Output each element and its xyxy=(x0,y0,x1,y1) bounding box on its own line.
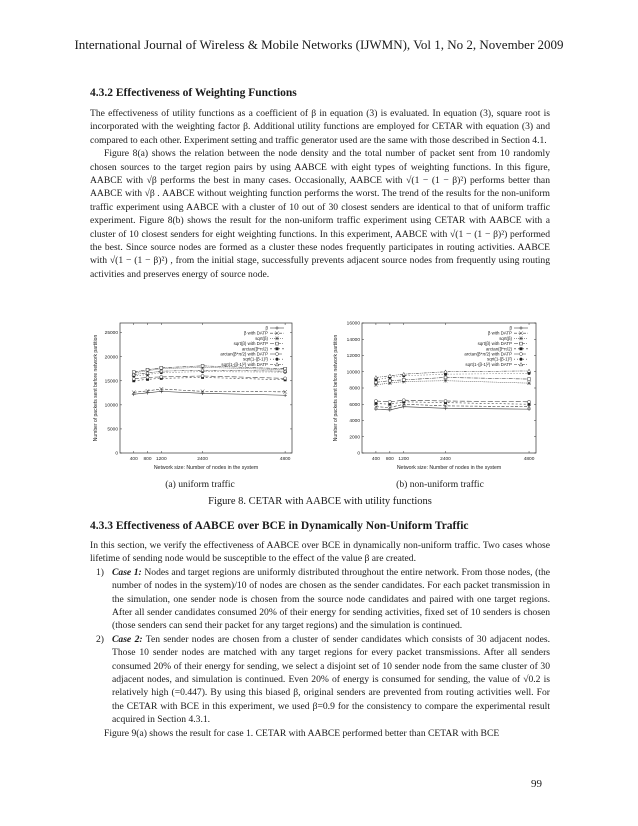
x-tick-label: 4800 xyxy=(279,457,291,462)
case-label: Case 2: xyxy=(112,633,143,645)
section-4-3-3 xyxy=(90,520,550,740)
legend-entry: arctan(β*π/2) with DATP xyxy=(220,351,268,357)
y-tick-label: 25000 xyxy=(104,331,118,337)
data-point xyxy=(284,377,287,380)
case-text: Ten sender nodes are chosen from a cluster of sender candidates which consists of 30 adjacent nodes. Those 10 sender nodes are matched with any target regions for every packet transmissions. After all senders consumed 20% of their energy for sending, we select a disjoint set of 10 sender node from the same cluster of 30 adjacent nodes, and simulation is continued. Even 20% of energy is consumed for sending, the value of √0.2 is relatively high (=0.447). By using this biased β, original senders are prevented from routing activities well. For the CETAR with BCE in this experiment, we used β=0.9 for the consistency to compare the experimental result acquired in Section 4.3.1. xyxy=(112,633,550,726)
data-point xyxy=(283,393,287,397)
data-point xyxy=(444,399,447,402)
data-point xyxy=(519,326,523,330)
figure-caption: Figure 8. CETAR with AABCE with utility functions xyxy=(208,496,432,507)
x-tick-label: 400 xyxy=(371,457,380,462)
series-line xyxy=(376,373,529,380)
x-tick-label: 4800 xyxy=(523,457,535,462)
data-point xyxy=(275,337,279,341)
y-tick-label: 8000 xyxy=(349,386,360,392)
series-line xyxy=(376,381,529,385)
data-point xyxy=(388,400,391,403)
data-point xyxy=(201,364,204,367)
data-point xyxy=(276,342,279,345)
data-point xyxy=(275,358,278,361)
page-number: 99 xyxy=(531,778,542,790)
data-point xyxy=(527,381,531,385)
data-point xyxy=(275,326,279,330)
data-point xyxy=(276,347,279,350)
x-tick-label: 2400 xyxy=(440,457,451,462)
series-line xyxy=(134,370,285,374)
data-point xyxy=(402,378,405,381)
list-item xyxy=(90,633,550,727)
data-point xyxy=(201,391,205,395)
y-tick-label: 14000 xyxy=(346,337,360,343)
legend-entry: arctan(β*π/2) with DATP xyxy=(464,351,512,357)
section-title: 4.3.3 Effectiveness of AABCE over BCE in Dynamically Non-Uniform Traffic xyxy=(90,520,469,532)
data-point xyxy=(146,368,149,371)
legend-entry: sqrt(β) with DATP xyxy=(477,341,512,347)
y-tick-label: 15000 xyxy=(104,379,118,385)
series-line xyxy=(376,402,529,404)
y-tick-label: 10000 xyxy=(104,403,118,409)
data-point xyxy=(132,377,135,380)
series-line xyxy=(376,371,529,378)
legend-entry: arctan(β*π/2) xyxy=(485,346,512,352)
y-tick-label: 2000 xyxy=(349,435,360,441)
x-tick-label: 1200 xyxy=(155,457,167,462)
series-line xyxy=(376,404,529,407)
data-point xyxy=(520,347,523,350)
legend-entry: arctan(β*π/2) xyxy=(241,346,268,352)
x-axis-label: Network size: Number of nodes in the system xyxy=(153,465,259,471)
y-tick-label: 20000 xyxy=(104,355,118,361)
y-tick-label: 0 xyxy=(115,451,118,457)
x-axis-label: Network size: Number of nodes in the system xyxy=(396,465,502,471)
paragraph: Figure 8(a) shows the relation between the node density and the total number of packet sent from 10 randomly chosen sources to the target region pairs by using AABCE with eight types of weighting functions. In this figure, AABCE with √β performs the best in many cases. Occasionally, AABCE with √(1 − (1 − β)²) performs better than AABCE with √β . AABCE without weighting function performs the worst. The trend of the results for the non-uniform traffic experiment using AABCE with a cluster of 10 out of 30 closest senders are identical to that of uniform traffic experiment. Figure 8(b) shows the result for the non-uniform traffic experiment using CETAR with AABCE with a cluster of 10 closest senders for eight weighting functions. In this experiment, AABCE with √(1 − (1 − β)²) performed the best. Since source nodes are formed as a cluster these nodes frequently participates in routing activities. AABCE with √(1 − (1 − β)²) , from the initial stage, successfully prevents adjacent source nodes from frequently using routing activities and preserves energy of source node. xyxy=(90,148,550,280)
legend-entry: sqrt(1-(β-1)²) with DATP xyxy=(221,361,268,367)
y-tick-label: 4000 xyxy=(349,419,360,425)
data-point xyxy=(444,376,447,379)
data-point xyxy=(201,374,204,377)
data-point xyxy=(519,358,522,361)
data-point xyxy=(160,375,163,378)
data-point xyxy=(374,399,377,402)
legend-entry: sqrt(1-(β-1)²) xyxy=(243,356,268,362)
series-line xyxy=(134,372,285,376)
legend-entry: β with DATP xyxy=(487,330,512,336)
y-tick-label: 10000 xyxy=(346,370,360,376)
data-point xyxy=(519,352,522,355)
x-tick-label: 1200 xyxy=(398,457,410,462)
data-point xyxy=(146,391,150,395)
section-title: 4.3.2 Effectiveness of Weighting Functions xyxy=(90,87,297,99)
list-number: 2) xyxy=(96,633,104,645)
y-tick-label: 12000 xyxy=(346,354,360,360)
data-point xyxy=(160,366,163,369)
subcaption-b: (b) non-uniform traffic xyxy=(396,479,484,490)
chart-nonuniform-traffic xyxy=(330,318,546,472)
x-tick-label: 400 xyxy=(129,457,138,462)
data-point xyxy=(520,342,523,345)
series-line xyxy=(376,377,529,382)
section-4-3-2 xyxy=(90,87,550,281)
data-point xyxy=(146,376,149,379)
paragraph: Figure 9(a) shows the result for case 1. CETAR with AABCE performed better than CETAR with BCE xyxy=(104,727,500,739)
y-tick-label: 16000 xyxy=(346,321,360,327)
subcaption-a: (a) uniform traffic xyxy=(165,479,235,490)
case-text: Nodes and target regions are uniformly distributed throughout the entire network. From those nodes, (the number of nodes in the system)/10 of nodes are chosen as the sender candidates. For each packet transmission in the simulation, one sender node is chosen from the source node candidates and paired with one target regions. After all sender candidates consumed 20% of their energy for sending activities, fixed set of 10 senders is chosen (those senders can send their packet for any target regions) and the simulation is continued. xyxy=(112,566,551,632)
series-line xyxy=(376,400,529,402)
legend-entry: sqrt(β) with DATP xyxy=(233,341,268,347)
legend-entry: β xyxy=(509,325,512,331)
x-tick-label: 2400 xyxy=(197,457,208,462)
journal-header: International Journal of Wireless & Mobile Networks (IJWMN), Vol 1, No 2, November 2009 xyxy=(74,37,564,52)
legend-entry: sqrt(β) xyxy=(255,335,268,341)
y-tick-label: 5000 xyxy=(107,427,118,433)
list-item xyxy=(90,566,550,633)
data-point xyxy=(402,372,406,375)
data-point xyxy=(528,400,531,403)
data-point xyxy=(132,392,136,396)
data-point xyxy=(444,379,448,383)
x-tick-label: 800 xyxy=(385,457,394,462)
y-tick-label: 0 xyxy=(357,451,360,457)
data-point xyxy=(275,352,278,355)
y-tick-label: 6000 xyxy=(349,402,360,408)
paragraph: The effectiveness of utility functions as a coefficient of β in equation (3) is evaluated. In equation (3), square root is incorporated with the weighting factor β. Additional utility functions are employed for CETAR with equation (3) and compared to each other. Experiment setting and traffic generator used are the same with those described in Section 4.1. xyxy=(90,108,550,146)
paragraph: In this section, we verify the effectiveness of AABCE over BCE in dynamically non-uniform traffic. Two cases whose lifetime of sending node would be susceptible to the effect of the value β are created. xyxy=(90,540,550,565)
data-point xyxy=(528,378,531,381)
legend-entry: sqrt(1-(β-1)²) xyxy=(487,356,512,362)
legend-entry: β with DATP xyxy=(243,330,268,336)
legend-entry: β xyxy=(265,325,268,331)
list-number: 1) xyxy=(96,566,104,578)
data-point xyxy=(388,374,392,377)
data-point xyxy=(519,337,523,341)
data-point xyxy=(402,399,405,402)
series-line xyxy=(134,376,285,379)
case-label: Case 1: xyxy=(112,566,142,578)
series-line xyxy=(376,407,529,410)
y-axis-label: Number of packets sent before network partition xyxy=(93,334,99,442)
case-list xyxy=(90,566,550,727)
y-axis-label: Number of packets sent before network partition xyxy=(333,334,339,442)
x-tick-label: 800 xyxy=(143,457,152,462)
legend-entry: sqrt(β) xyxy=(499,335,512,341)
legend-entry: sqrt(1-(β-1)²) with DATP xyxy=(465,361,512,367)
chart-uniform-traffic xyxy=(90,318,300,472)
data-point xyxy=(388,379,391,382)
